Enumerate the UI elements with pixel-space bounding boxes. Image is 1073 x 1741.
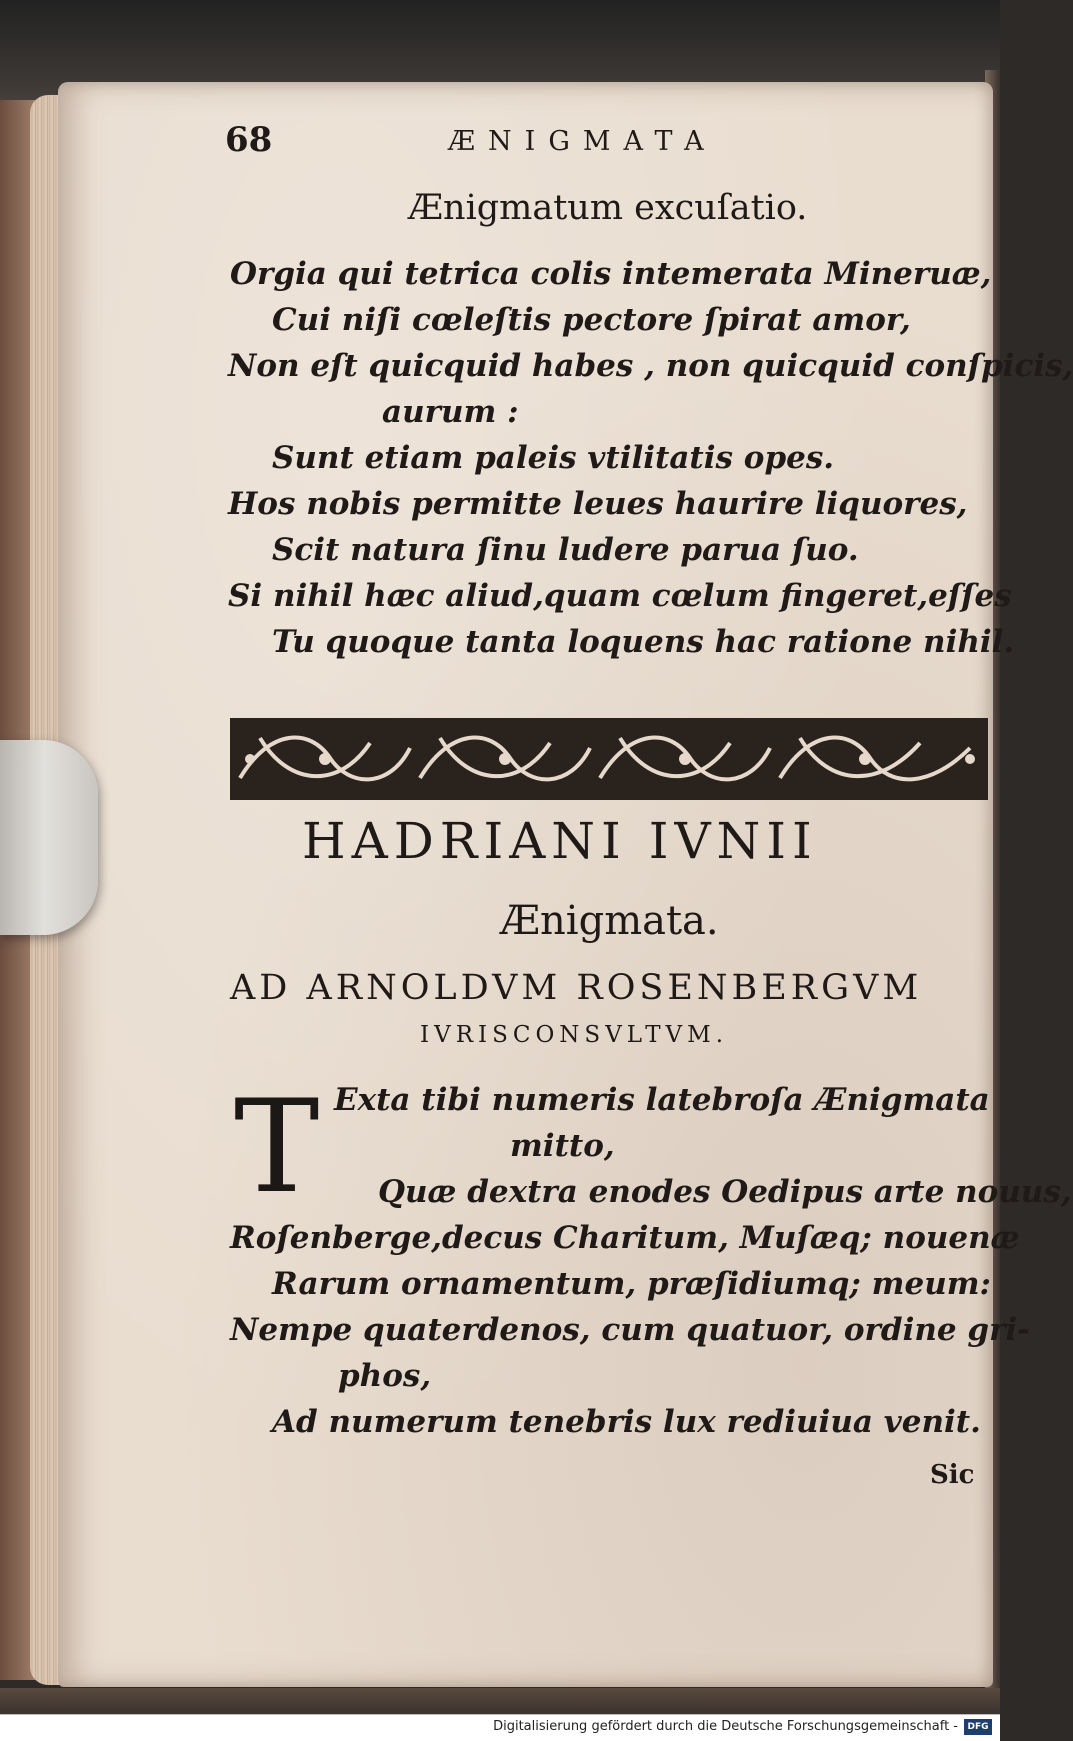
page-number: 68 (225, 120, 273, 160)
verse-line: Rarum ornamentum, præſidiumq; meum: (272, 1266, 991, 1302)
verse-line: mitto, (510, 1128, 615, 1164)
running-title: ÆNIGMATA (448, 126, 717, 157)
verse-line: Orgia qui tetrica colis intemerata Mineruæ, (230, 256, 992, 292)
verse-line: Non eſt quicquid habes , non quicquid conſpicis, (228, 348, 1073, 384)
verse-line: Roſenberge,decus Charitum, Muſæq; nouenæ (230, 1220, 1020, 1256)
ornamental-band (230, 718, 988, 800)
verse-line: Hos nobis permitte leues haurire liquores, (228, 486, 968, 522)
footer-credit: Digitalisierung gefördert durch die Deutsche Forschungsgemeinschaft - (493, 1719, 958, 1734)
subtitle: Ænigmata. (500, 898, 719, 944)
verse-line: Quæ dextra enodes Oedipus arte nouus, (378, 1174, 1072, 1210)
dfg-logo: DFG (964, 1719, 992, 1735)
verse-line: Sunt etiam paleis vtilitatis opes. (272, 440, 835, 476)
verse-line: Si nihil hæc aliud,quam cœlum fingeret,eſſes (228, 578, 1012, 614)
catchword: Sic (930, 1460, 975, 1490)
dedication: AD ARNOLDVM ROSENBERGVM (230, 968, 923, 1008)
verse-line: Nempe quaterdenos, cum quatuor, ordine gri- (230, 1312, 1031, 1348)
verse-line: Scit natura ſinu ludere parua ſuo. (272, 532, 859, 568)
section-heading: Ænigmatum excuſatio. (408, 188, 808, 228)
page-clip (0, 740, 98, 935)
drop-cap: T (234, 1073, 320, 1222)
verse-line: Cui niſi cœleſtis pectore ſpirat amor, (272, 302, 911, 338)
footer-bar (0, 1714, 1000, 1741)
dedication-subtitle: IVRISCONSVLTVM. (420, 1022, 729, 1048)
verse-line: Tu quoque tanta loquens hac ratione nihil. (272, 624, 1015, 660)
verse-line: phos, (338, 1358, 432, 1394)
verse-line: Ad numerum tenebris lux rediuiua venit. (272, 1404, 981, 1440)
verse-line: Exta tibi numeris latebroſa Ænigmata (334, 1082, 990, 1118)
main-title: HADRIANI IVNII (302, 812, 818, 870)
verse-line: aurum : (382, 394, 519, 430)
